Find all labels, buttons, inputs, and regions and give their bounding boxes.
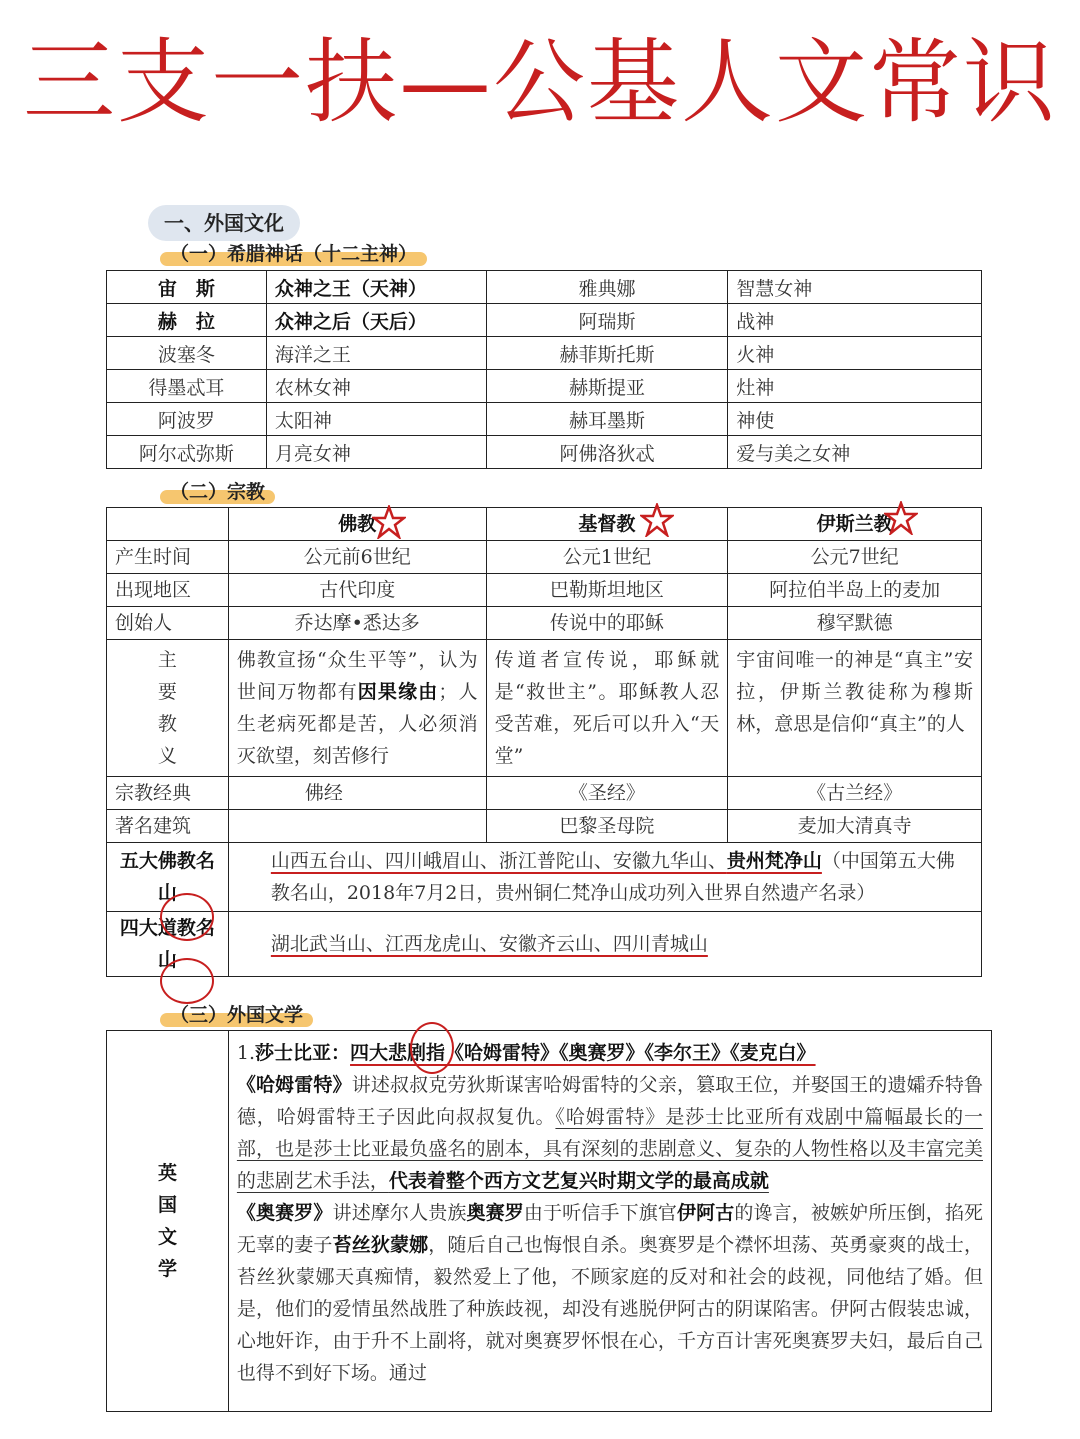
table-cell: 阿尔忒弥斯 (107, 436, 267, 469)
table-cell: 阿拉伯半岛上的麦加 (728, 574, 982, 607)
table-row (107, 541, 982, 574)
star-annotation-icon (884, 501, 918, 535)
label-char: 国 (157, 1194, 177, 1216)
subheading-literature: （三）外国文学 (160, 1003, 313, 1027)
table-cell: 公元7世纪 (728, 541, 982, 574)
taoist-mountains-text: 湖北武当山、江西龙虎山、安徽齐云山、四川青城山 (228, 912, 981, 977)
greek-gods-table (106, 270, 982, 469)
table-cell: 爱与美之女神 (728, 436, 982, 469)
table-row (107, 271, 982, 304)
table-row (107, 607, 982, 640)
table-cell: 智慧女神 (728, 271, 982, 304)
religion-header-buddhism: 佛教 (228, 508, 486, 541)
table-row (107, 777, 982, 810)
doctrine-buddhism: 佛教宣扬“众生平等”，认为世间万物都有因果缘由；人生老病死都是苦，人必须消灭欲望，刻苦修行 (228, 640, 486, 777)
table-cell: 众神之后（天后） (266, 304, 486, 337)
row-label: 创始人 (107, 607, 229, 640)
table-cell: 古代印度 (228, 574, 486, 607)
paragraph-hamlet: 《哈姆雷特》讲述叔叔克劳狄斯谋害哈姆雷特的父亲，篡取王位，并娶国王的遗孀乔特鲁德，哈姆雷特王子因此向叔叔复仇。《哈姆雷特》是莎士比亚所有戏剧中篇幅最长的一部，也是莎士比亚最负盛名的剧本，具有深刻的悲剧意义、复杂的人物性格以及丰富完美的悲剧艺术手法，代表着整个西方文艺复兴时期文学的最高成就 (236, 1074, 983, 1192)
table-cell: 公元1世纪 (486, 541, 728, 574)
label-char: 要 (157, 681, 177, 703)
table-cell: 阿佛洛狄忒 (486, 436, 728, 469)
literature-content (228, 1031, 991, 1412)
table-cell: 得墨忒耳 (107, 370, 267, 403)
row-label-doctrine (107, 640, 229, 777)
table-cell: 巴黎圣母院 (486, 810, 728, 843)
table-cell: 赫耳墨斯 (486, 403, 728, 436)
table-cell: 月亮女神 (266, 436, 486, 469)
table-cell (228, 810, 486, 843)
star-annotation-icon (372, 505, 406, 539)
row-label: 产生时间 (107, 541, 229, 574)
doctrine-christianity: 传道者宣传说，耶稣就是“救世主”。耶稣教人忍受苦难，死后可以升入“天堂” (486, 640, 728, 777)
label-char: 英 (157, 1162, 177, 1184)
table-cell: 乔达摩•悉达多 (228, 607, 486, 640)
circle-annotation (410, 1022, 454, 1074)
row-label: 著名建筑 (107, 810, 229, 843)
religion-header-empty (107, 508, 229, 541)
circle-annotation (160, 893, 214, 941)
table-cell: 海洋之王 (266, 337, 486, 370)
table-row (107, 436, 982, 469)
table-row (107, 1031, 992, 1412)
paragraph-shakespeare: 1.莎士比亚：四大悲剧指《哈姆雷特》《奥赛罗》《李尔王》《麦克白》 (236, 1042, 816, 1064)
label-char: 教 (157, 713, 177, 735)
table-cell: 公元前6世纪 (228, 541, 486, 574)
table-cell: 赫斯提亚 (486, 370, 728, 403)
buddhist-mountains-text: 山西五台山、四川峨眉山、浙江普陀山、安徽九华山、贵州梵净山（中国第五大佛教名山，2018年7月2日，贵州铜仁梵净山成功列入世界自然遗产名录） (228, 843, 981, 912)
circle-annotation (160, 958, 214, 1004)
table-cell: 波塞冬 (107, 337, 267, 370)
row-label: 宗教经典 (107, 777, 229, 810)
table-cell: 麦加大清真寺 (728, 810, 982, 843)
table-cell: 穆罕默德 (728, 607, 982, 640)
table-row (107, 810, 982, 843)
section-heading-foreign-culture: 一、外国文化 (148, 205, 300, 241)
religion-header-christianity: 基督教 (486, 508, 728, 541)
table-cell: 阿瑞斯 (486, 304, 728, 337)
label-char: 学 (157, 1258, 177, 1280)
table-cell: 太阳神 (266, 403, 486, 436)
star-annotation-icon (640, 503, 674, 537)
table-cell: 宙 斯 (107, 271, 267, 304)
table-cell: 灶神 (728, 370, 982, 403)
table-cell: 战神 (728, 304, 982, 337)
table-cell: 火神 (728, 337, 982, 370)
subheading-greek-myth: （一）希腊神话（十二主神） (160, 242, 427, 266)
literature-category (107, 1031, 229, 1412)
table-cell: 神使 (728, 403, 982, 436)
table-row (107, 912, 982, 977)
religion-table (106, 507, 982, 977)
table-cell: 赫菲斯托斯 (486, 337, 728, 370)
table-cell: 《圣经》 (486, 777, 728, 810)
table-row (107, 574, 982, 607)
row-label: 出现地区 (107, 574, 229, 607)
table-row (107, 640, 982, 777)
religion-header-islam: 伊斯兰教 (728, 508, 982, 541)
table-cell: 众神之王（天神） (266, 271, 486, 304)
table-row (107, 304, 982, 337)
label-char: 主 (157, 649, 177, 671)
label-char: 义 (157, 745, 177, 767)
table-row (107, 337, 982, 370)
row-label-buddhist-mountains: 五大佛教名山 (107, 843, 229, 912)
table-cell: 佛经 (228, 777, 486, 810)
table-row (107, 843, 982, 912)
table-cell: 阿波罗 (107, 403, 267, 436)
table-cell: 雅典娜 (486, 271, 728, 304)
table-row (107, 403, 982, 436)
table-cell: 巴勒斯坦地区 (486, 574, 728, 607)
page-title: 三支一扶—公基人文常识 (22, 29, 1057, 136)
subheading-religion: （二）宗教 (160, 480, 275, 504)
row-label-taoist-mountains: 四大道教名山 (107, 912, 229, 977)
paragraph-othello: 《奥赛罗》讲述摩尔人贵族奥赛罗由于听信手下旗官伊阿古的谗言，被嫉妒所压倒，掐死无辜的妻子苔丝狄蒙娜，随后自己也悔恨自杀。奥赛罗是个襟怀坦荡、英勇豪爽的战士，苔丝狄蒙娜天真痴情，毅然爱上了他，不顾家庭的反对和社会的歧视，同他结了婚。但是，他们的爱情虽然战胜了种族歧视，却没有逃脱伊阿古的阴谋陷害。伊阿古假装忠诚，心地奸诈，由于升不上副将，就对奥赛罗怀恨在心，千方百计害死奥赛罗夫妇，最后自己也得不到好下场。通过 (236, 1202, 983, 1384)
label-char: 文 (157, 1226, 177, 1248)
table-row (107, 370, 982, 403)
literature-table (106, 1030, 992, 1412)
doctrine-islam: 宇宙间唯一的神是“真主”安拉，伊斯兰教徒称为穆斯林，意思是信仰“真主”的人 (728, 640, 982, 777)
table-cell: 传说中的耶稣 (486, 607, 728, 640)
table-cell: 赫 拉 (107, 304, 267, 337)
table-cell: 农林女神 (266, 370, 486, 403)
table-cell: 《古兰经》 (728, 777, 982, 810)
